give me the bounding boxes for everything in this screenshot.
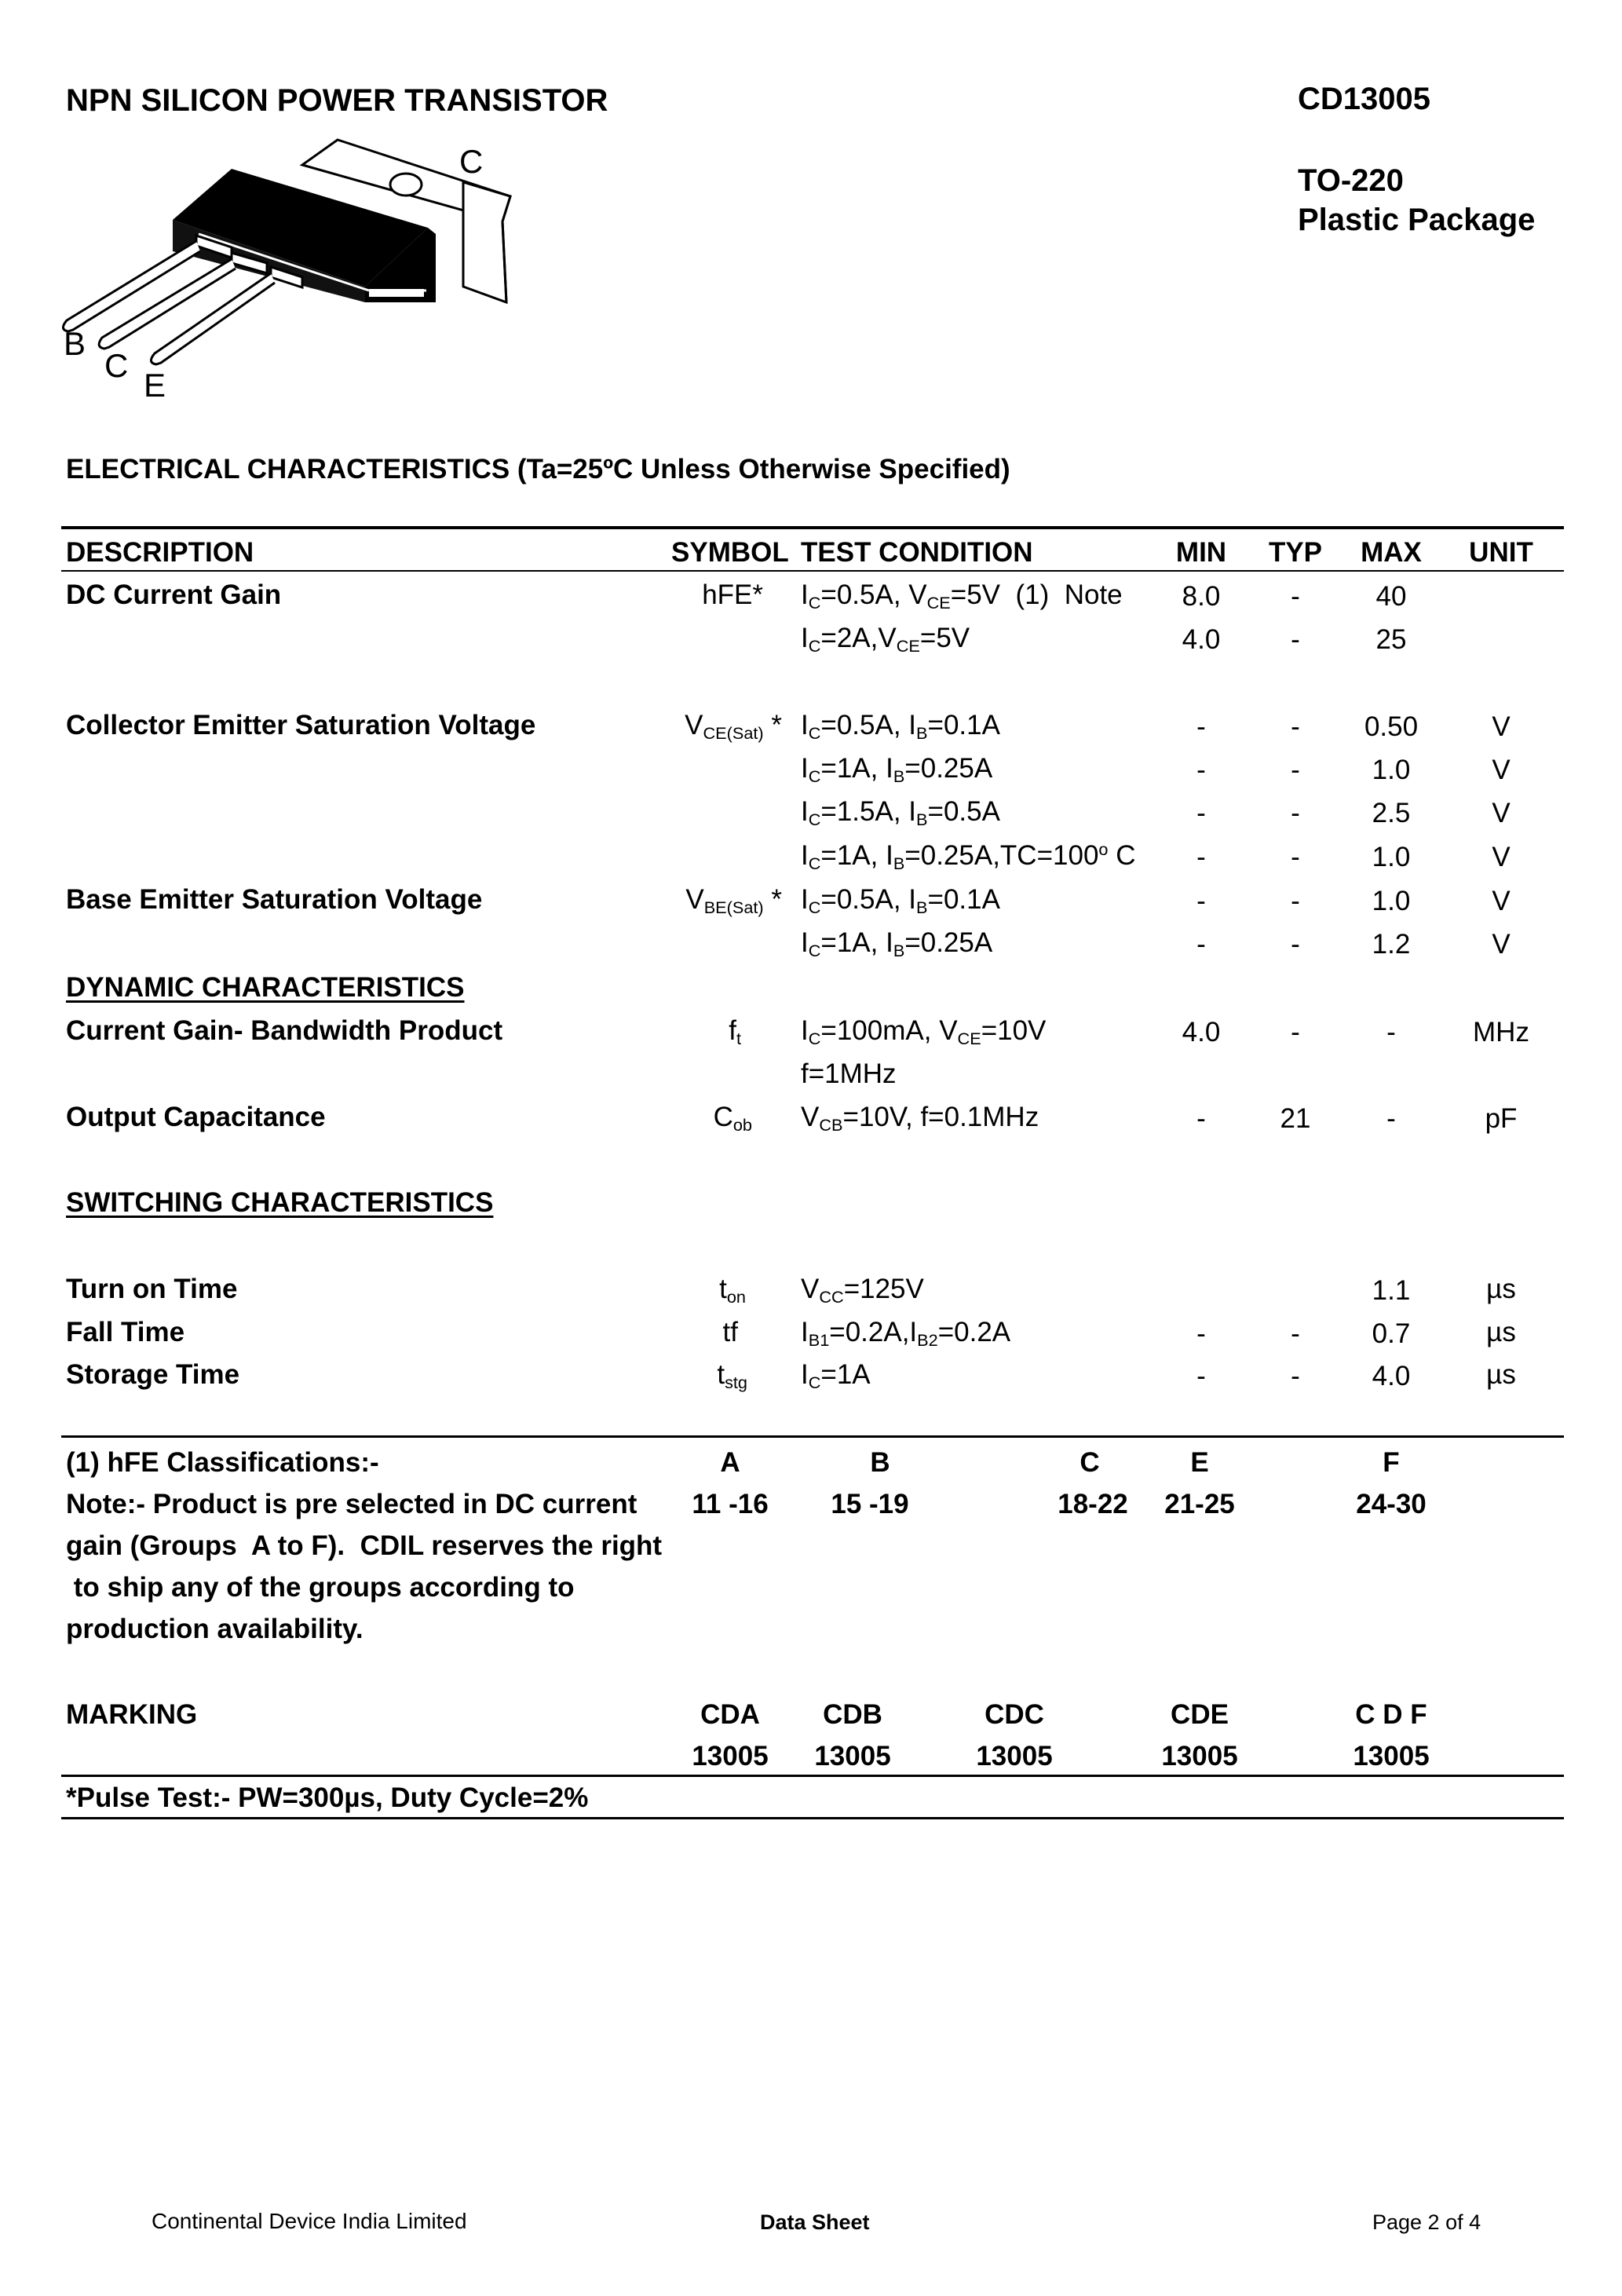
min-value: - [1196, 798, 1206, 828]
typ-value: - [1291, 1017, 1300, 1047]
group-label: F [1383, 1447, 1400, 1478]
max-value: 2.5 [1372, 798, 1411, 828]
unit-value: V [1492, 755, 1511, 785]
group-range: 15 -19 [831, 1489, 909, 1519]
col-symbol: SYMBOL [671, 537, 789, 568]
row-fall-time: Fall Time [66, 1317, 185, 1347]
classification-note-line: production availability. [66, 1614, 363, 1644]
unit-value: µs [1486, 1317, 1516, 1347]
group-label: A [720, 1447, 740, 1478]
symbol-tstg: $t_{stg}$ [717, 1359, 747, 1393]
unit-value: V [1492, 798, 1511, 828]
footer-doc-type: Data Sheet [760, 2210, 870, 2234]
marking-label: MARKING [66, 1699, 198, 1730]
symbol-ft: $f_t$ [729, 1015, 741, 1049]
test-condition: f=1MHz [801, 1058, 897, 1089]
min-value: - [1196, 755, 1206, 785]
unit-value: pF [1485, 1103, 1518, 1134]
typ-value: - [1291, 842, 1300, 872]
max-value: 1.0 [1372, 886, 1411, 916]
header-rule [61, 570, 1564, 572]
test-condition: $V_{CB}=10V$, f=0.1MHz [801, 1102, 1039, 1135]
marking-code: CDB [823, 1699, 882, 1730]
marking-number: 13005 [1353, 1741, 1430, 1771]
to220-package-drawing [64, 133, 538, 404]
marking-number: 13005 [692, 1741, 769, 1771]
symbol-vbesat: $V_{BE(Sat)}$ * [685, 884, 782, 918]
dynamic-characteristics-heading: DYNAMIC CHARACTERISTICS [66, 972, 465, 1003]
col-test-condition: TEST CONDITION [801, 537, 1033, 568]
max-value: 25 [1375, 624, 1407, 655]
group-label: B [870, 1447, 890, 1478]
classification-note-line: gain (Groups A to F). CDIL reserves the right [66, 1530, 663, 1561]
test-condition: $I_C=1A$, $I_B=0.25A,TC=100^o$ C [801, 839, 1136, 874]
row-current-gain-bandwidth: Current Gain- Bandwidth Product [66, 1015, 503, 1046]
unit-value: V [1492, 842, 1511, 872]
min-value: - [1196, 842, 1206, 872]
col-description: DESCRIPTION [66, 537, 254, 568]
test-condition: $I_C=1A$ [801, 1359, 871, 1393]
typ-value: 21 [1280, 1103, 1311, 1134]
group-range: 24-30 [1356, 1489, 1427, 1519]
col-unit: UNIT [1469, 537, 1533, 568]
electrical-heading: ELECTRICAL CHARACTERISTICS (Ta=25ºC Unless Otherwise Specified) [66, 454, 1010, 484]
tab-label: C [459, 143, 484, 180]
unit-value: µs [1486, 1274, 1516, 1304]
marking-code: CDC [985, 1699, 1044, 1730]
typ-value: - [1291, 581, 1300, 612]
typ-value: - [1291, 624, 1300, 655]
classification-note-line: to ship any of the groups according to [66, 1572, 575, 1603]
max-value: 4.0 [1372, 1361, 1411, 1391]
test-condition: $I_{B1}=0.2A,I_{B2}=0.2A$ [801, 1317, 1011, 1351]
min-value: 4.0 [1182, 624, 1221, 655]
col-min: MIN [1175, 537, 1227, 568]
max-value: 1.1 [1372, 1275, 1411, 1306]
switching-characteristics-heading: SWITCHING CHARACTERISTICS [66, 1187, 494, 1218]
col-typ: TYP [1268, 537, 1323, 568]
row-base-emitter-saturation: Base Emitter Saturation Voltage [66, 884, 483, 915]
unit-value: µs [1486, 1359, 1516, 1390]
test-condition: $I_C=2A,V_{CE}=5V$ [801, 623, 970, 656]
pin-b-label: B [64, 325, 86, 362]
min-value: - [1196, 711, 1206, 742]
unit-value: V [1492, 711, 1511, 742]
test-condition: $I_C=1A$, $I_B=0.25A$ [801, 753, 993, 787]
marking-number: 13005 [976, 1741, 1053, 1771]
pin-c-label: C [104, 347, 129, 384]
test-condition: $I_C=100mA$, $V_{CE}=10V$ [801, 1015, 1047, 1049]
marking-rule [61, 1775, 1564, 1777]
test-condition: $I_C=1.5A$, $I_B=0.5A$ [801, 796, 1000, 830]
row-turn-on-time: Turn on Time [66, 1274, 238, 1304]
package-description: Plastic Package [1298, 203, 1536, 237]
document-title: NPN SILICON POWER TRANSISTOR [66, 83, 608, 118]
symbol-cob: $C_{ob}$ [713, 1102, 752, 1135]
max-value: 1.0 [1372, 842, 1411, 872]
part-number: CD13005 [1298, 82, 1431, 116]
max-value: 1.2 [1372, 929, 1411, 960]
test-condition: $I_C=1A$, $I_B=0.25A$ [801, 927, 993, 961]
classification-note-line: Note:- Product is pre selected in DC current [66, 1489, 637, 1519]
typ-value: - [1291, 1361, 1300, 1391]
min-value: - [1196, 1361, 1206, 1391]
symbol-ton: $t_{on}$ [719, 1274, 746, 1307]
mounting-hole [390, 174, 422, 196]
group-range: 21-25 [1164, 1489, 1235, 1519]
min-value: - [1196, 1103, 1206, 1134]
test-condition: $I_C=0.5A$, $V_{CE}=5V$ (1) Note [801, 579, 1123, 613]
max-value: - [1386, 1103, 1396, 1134]
typ-value: - [1291, 711, 1300, 742]
pin-e-label: E [144, 367, 166, 404]
typ-value: - [1291, 886, 1300, 916]
marking-number: 13005 [814, 1741, 891, 1771]
test-condition: $I_C=0.5A$, $I_B=0.1A$ [801, 884, 1000, 918]
marking-code: CDA [700, 1699, 760, 1730]
min-value: - [1196, 929, 1206, 960]
unit-value: V [1492, 929, 1511, 960]
hfe-classifications-title: (1) hFE Classifications:- [66, 1447, 379, 1478]
max-value: 1.0 [1372, 755, 1411, 785]
test-condition: $V_{CC}=125V$ [801, 1274, 924, 1307]
max-value: 0.7 [1372, 1318, 1411, 1349]
unit-value: MHz [1473, 1017, 1529, 1047]
table-top-rule [61, 526, 1564, 529]
min-value: - [1196, 886, 1206, 916]
test-condition: $I_C=0.5A$, $I_B=0.1A$ [801, 710, 1000, 744]
min-value: 8.0 [1182, 581, 1221, 612]
max-value: 40 [1375, 581, 1407, 612]
footer-page-number: Page 2 of 4 [1372, 2210, 1481, 2234]
max-value: - [1386, 1017, 1396, 1047]
marking-code: C D F [1355, 1699, 1427, 1730]
col-max: MAX [1361, 537, 1422, 568]
typ-value: - [1291, 929, 1300, 960]
group-range: 18-22 [1058, 1489, 1128, 1519]
typ-value: - [1291, 798, 1300, 828]
min-value: 4.0 [1182, 1017, 1221, 1047]
typ-value: - [1291, 755, 1300, 785]
unit-value: V [1492, 886, 1511, 916]
group-label: C [1080, 1447, 1100, 1478]
symbol-tf: tf [722, 1317, 738, 1347]
package-type: TO-220 [1298, 163, 1404, 198]
group-range: 11 -16 [692, 1489, 769, 1519]
footer-company: Continental Device India Limited [152, 2209, 467, 2233]
pulse-test-note: *Pulse Test:- PW=300µs, Duty Cycle=2% [66, 1782, 589, 1813]
marking-code: CDE [1171, 1699, 1229, 1730]
symbol-vcesat: $V_{CE(Sat)}$ * [685, 710, 782, 744]
classification-rule [61, 1435, 1564, 1438]
marking-number: 13005 [1161, 1741, 1238, 1771]
table-bottom-rule [61, 1817, 1564, 1819]
row-storage-time: Storage Time [66, 1359, 240, 1390]
symbol-hfe: hFE* [702, 579, 763, 610]
group-label: E [1190, 1447, 1209, 1478]
row-collector-emitter-saturation: Collector Emitter Saturation Voltage [66, 710, 536, 740]
min-value: - [1196, 1318, 1206, 1349]
row-dc-current-gain: DC Current Gain [66, 579, 282, 610]
typ-value: - [1291, 1318, 1300, 1349]
row-output-capacitance: Output Capacitance [66, 1102, 326, 1132]
max-value: 0.50 [1364, 711, 1419, 742]
